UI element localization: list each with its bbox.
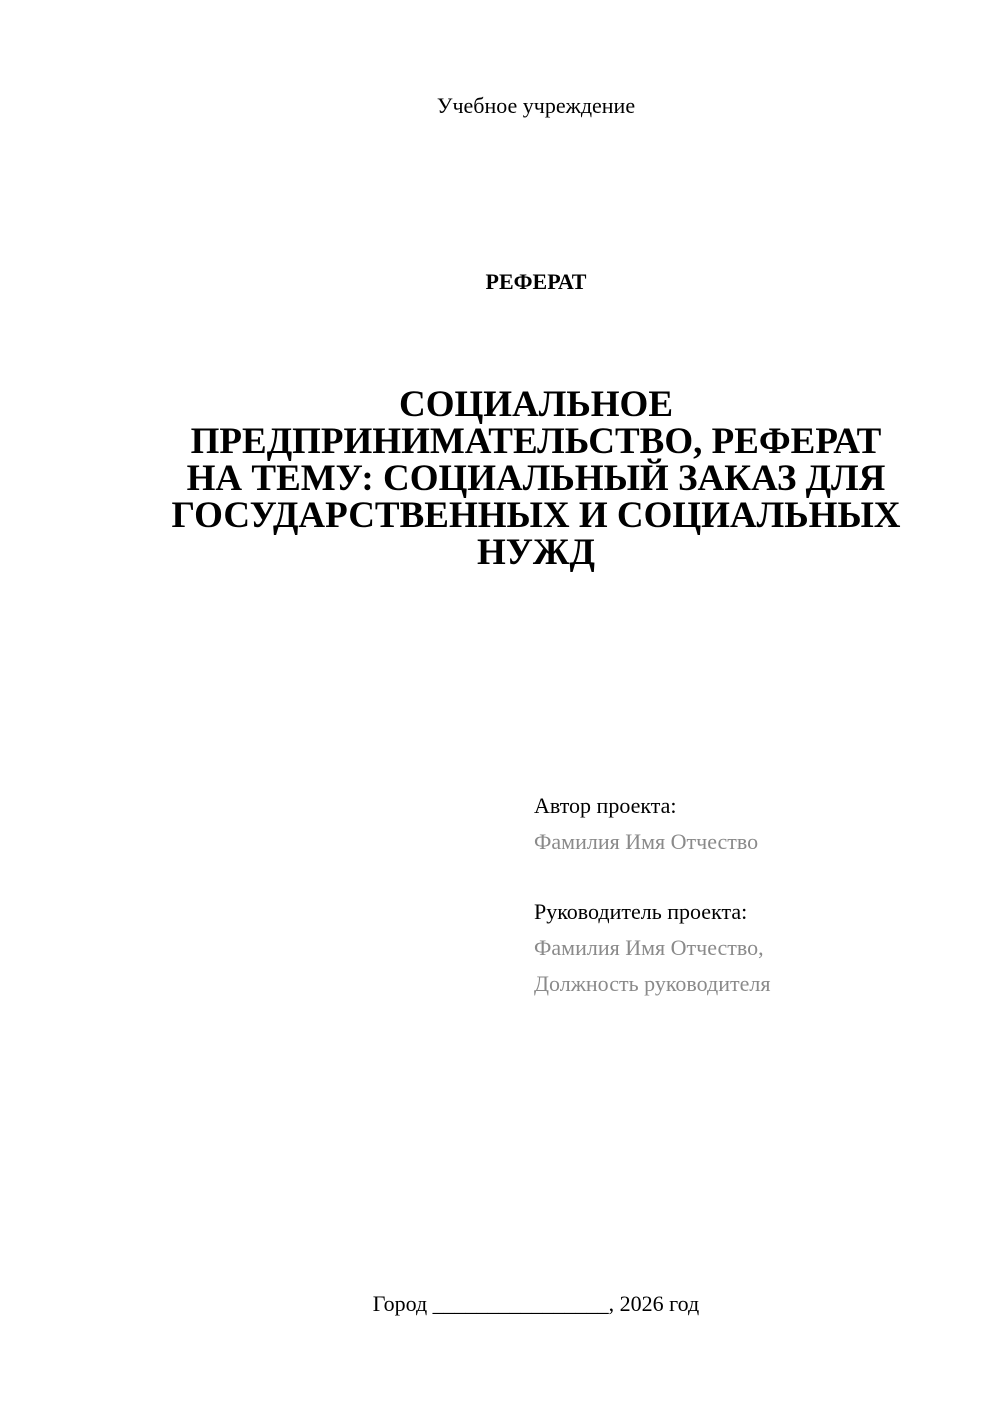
title-line: НА ТЕМУ: СОЦИАЛЬНЫЙ ЗАКАЗ ДЛЯ — [186, 458, 886, 499]
document-type: РЕФЕРАТ — [485, 269, 587, 294]
authors-block — [534, 788, 974, 1002]
document-title — [150, 386, 922, 571]
supervisor-label: Руководитель проекта: — [534, 899, 748, 924]
author-label: Автор проекта: — [534, 793, 677, 818]
city-year-line: Город ________________, 2026 год — [372, 1291, 700, 1316]
title-line: НУЖД — [477, 532, 595, 573]
title-line: ГОСУДАРСТВЕННЫХ И СОЦИАЛЬНЫХ — [171, 495, 901, 536]
supervisor-name: Фамилия Имя Отчество, — [534, 935, 764, 960]
author-name: Фамилия Имя Отчество — [534, 829, 759, 854]
institution-name: Учебное учреждение — [436, 93, 636, 118]
authors-spacer — [534, 860, 974, 894]
supervisor-position: Должность руководителя — [534, 971, 771, 996]
title-line: СОЦИАЛЬНОЕ — [398, 384, 674, 425]
title-line: ПРЕДПРИНИМАТЕЛЬСТВО, РЕФЕРАТ — [190, 421, 882, 462]
